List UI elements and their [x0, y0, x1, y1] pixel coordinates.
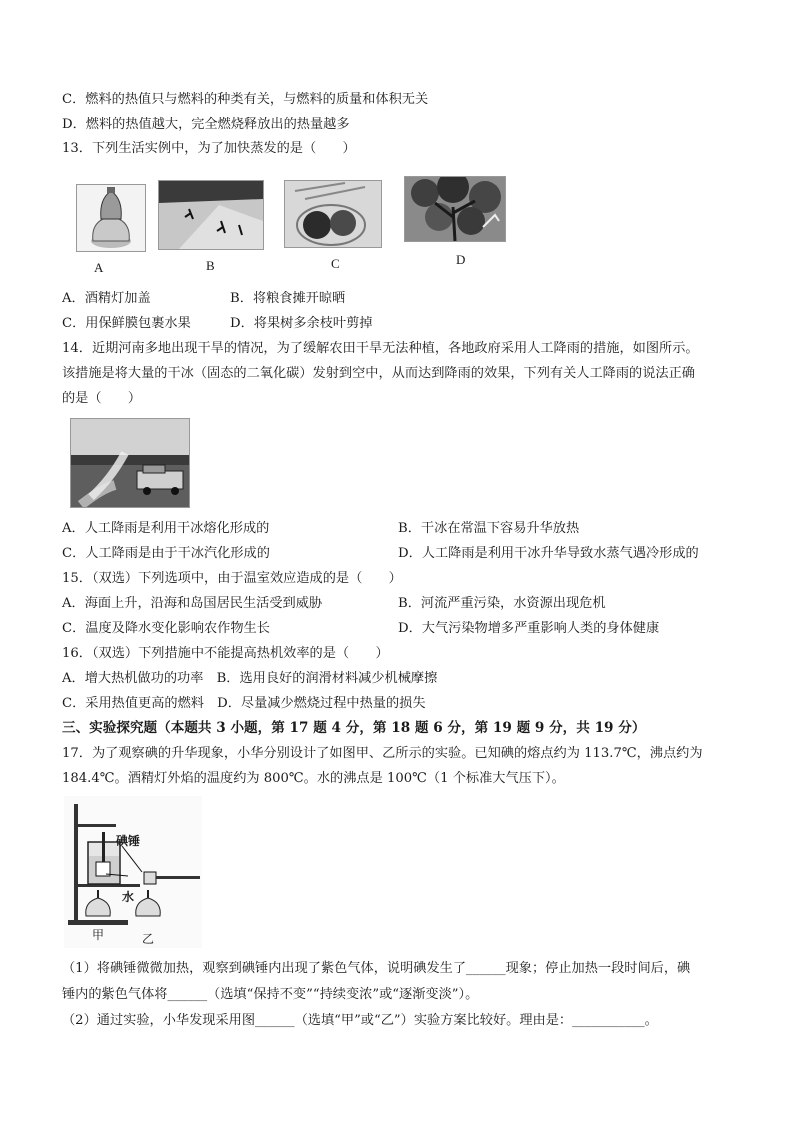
q13-image-a [76, 184, 146, 252]
q13-caption-a: A [94, 260, 104, 275]
q16-stem: 16．（双选）下列措施中不能提高热机效率的是（ ） [62, 646, 389, 661]
q17-label-yi: 乙 [142, 932, 155, 946]
q13-stem: 13．下列生活实例中，为了加快蒸发的是（ ） [62, 141, 356, 156]
q13-option-d: D．将果树多余枝叶剪掉 [230, 316, 373, 331]
q17-stem-line1: 17．为了观察碘的升华现象，小华分别设计了如图甲、乙所示的实验。已知碘的熔点约为 113.7℃，沸点约为 [62, 746, 703, 761]
q14-stem-line1: 14．近期河南多地出现干旱的情况，为了缓解农田干旱无法种植，各地政府采用人工降雨的措施，如图所示。 [62, 341, 699, 356]
q14-option-c: C．人工降雨是由于干冰汽化形成的 [62, 546, 270, 561]
q13-option-a: A．酒精灯加盖 [62, 291, 151, 306]
q15-option-d: D．大气污染物增多严重影响人类的身体健康 [398, 621, 660, 636]
q17-stem-line2: 184.4℃。酒精灯外焰的温度约为 800℃。水的沸点是 100℃（1 个标准大气压下）。 [62, 771, 565, 786]
q15-option-b: B．河流严重污染，水资源出现危机 [398, 596, 606, 611]
q13-image-c [284, 180, 382, 248]
q17-label-water: 水 [122, 890, 135, 904]
q13-image-b [158, 180, 264, 250]
q13-option-b: B．将粮食摊开晾晒 [230, 291, 346, 306]
q13-option-c: C．用保鲜膜包裹水果 [62, 316, 191, 331]
q17-sub1-line2: 锤内的紫色气体将______（选填“保持不变”“持续变浓”或“逐渐变淡”）。 [62, 987, 479, 1002]
section-3-heading: 三、实验探究题（本题共 3 小题，第 17 题 4 分，第 18 题 6 分，第 19 题 9 分，共 19 分） [62, 720, 646, 736]
q13-caption-d: D [456, 252, 466, 267]
q12-option-c: C．燃料的热值只与燃料的种类有关，与燃料的质量和体积无关 [62, 92, 429, 107]
q14-rain-rocket-photo [70, 418, 190, 508]
q14-option-a: A．人工降雨是利用干冰熔化形成的 [62, 521, 270, 536]
q14-option-d: D．人工降雨是利用干冰升华导致水蒸气遇冷形成的 [398, 546, 699, 561]
q13-caption-b: B [206, 258, 215, 273]
q16-options-ab: A．增大热机做功的功率 B．选用良好的润滑材料减少机械摩擦 [62, 671, 438, 686]
q13-figure-strip [64, 172, 510, 276]
q14-stem-line3: 的是（ ） [62, 391, 142, 406]
q16-options-cd: C．采用热值更高的燃料 D．尽量减少燃烧过程中热量的损失 [62, 696, 426, 711]
q15-option-c: C．温度及降水变化影响农作物生长 [62, 621, 270, 636]
q17-label-jia: 甲 [92, 928, 105, 942]
q17-apparatus-figure [64, 796, 202, 948]
q17-label-iodine-hammer: 碘锤 [116, 834, 141, 848]
q17-sub1-line1: （1）将碘锤微微加热，观察到碘锤内出现了紫色气体，说明碘发生了______现象；停止加热一段时间后，碘 [62, 961, 691, 976]
q14-option-b: B．干冰在常温下容易升华放热 [398, 521, 580, 536]
q15-stem: 15．（双选）下列选项中，由于温室效应造成的是（ ） [62, 571, 402, 586]
q13-image-d [404, 176, 506, 242]
q12-option-d: D．燃料的热值越大，完全燃烧释放出的热量越多 [62, 117, 350, 132]
q13-caption-c: C [331, 256, 340, 271]
q15-option-a: A．海面上升，沿海和岛国居民生活受到威胁 [62, 596, 323, 611]
q17-sub2: （2）通过实验，小华发现采用图______（选填“甲”或“乙”）实验方案比较好。理由是：___________。 [62, 1013, 658, 1028]
q14-stem-line2: 该措施是将大量的干冰（固态的二氧化碳）发射到空中，从而达到降雨的效果，下列有关人工降雨的说法正确 [62, 366, 695, 381]
